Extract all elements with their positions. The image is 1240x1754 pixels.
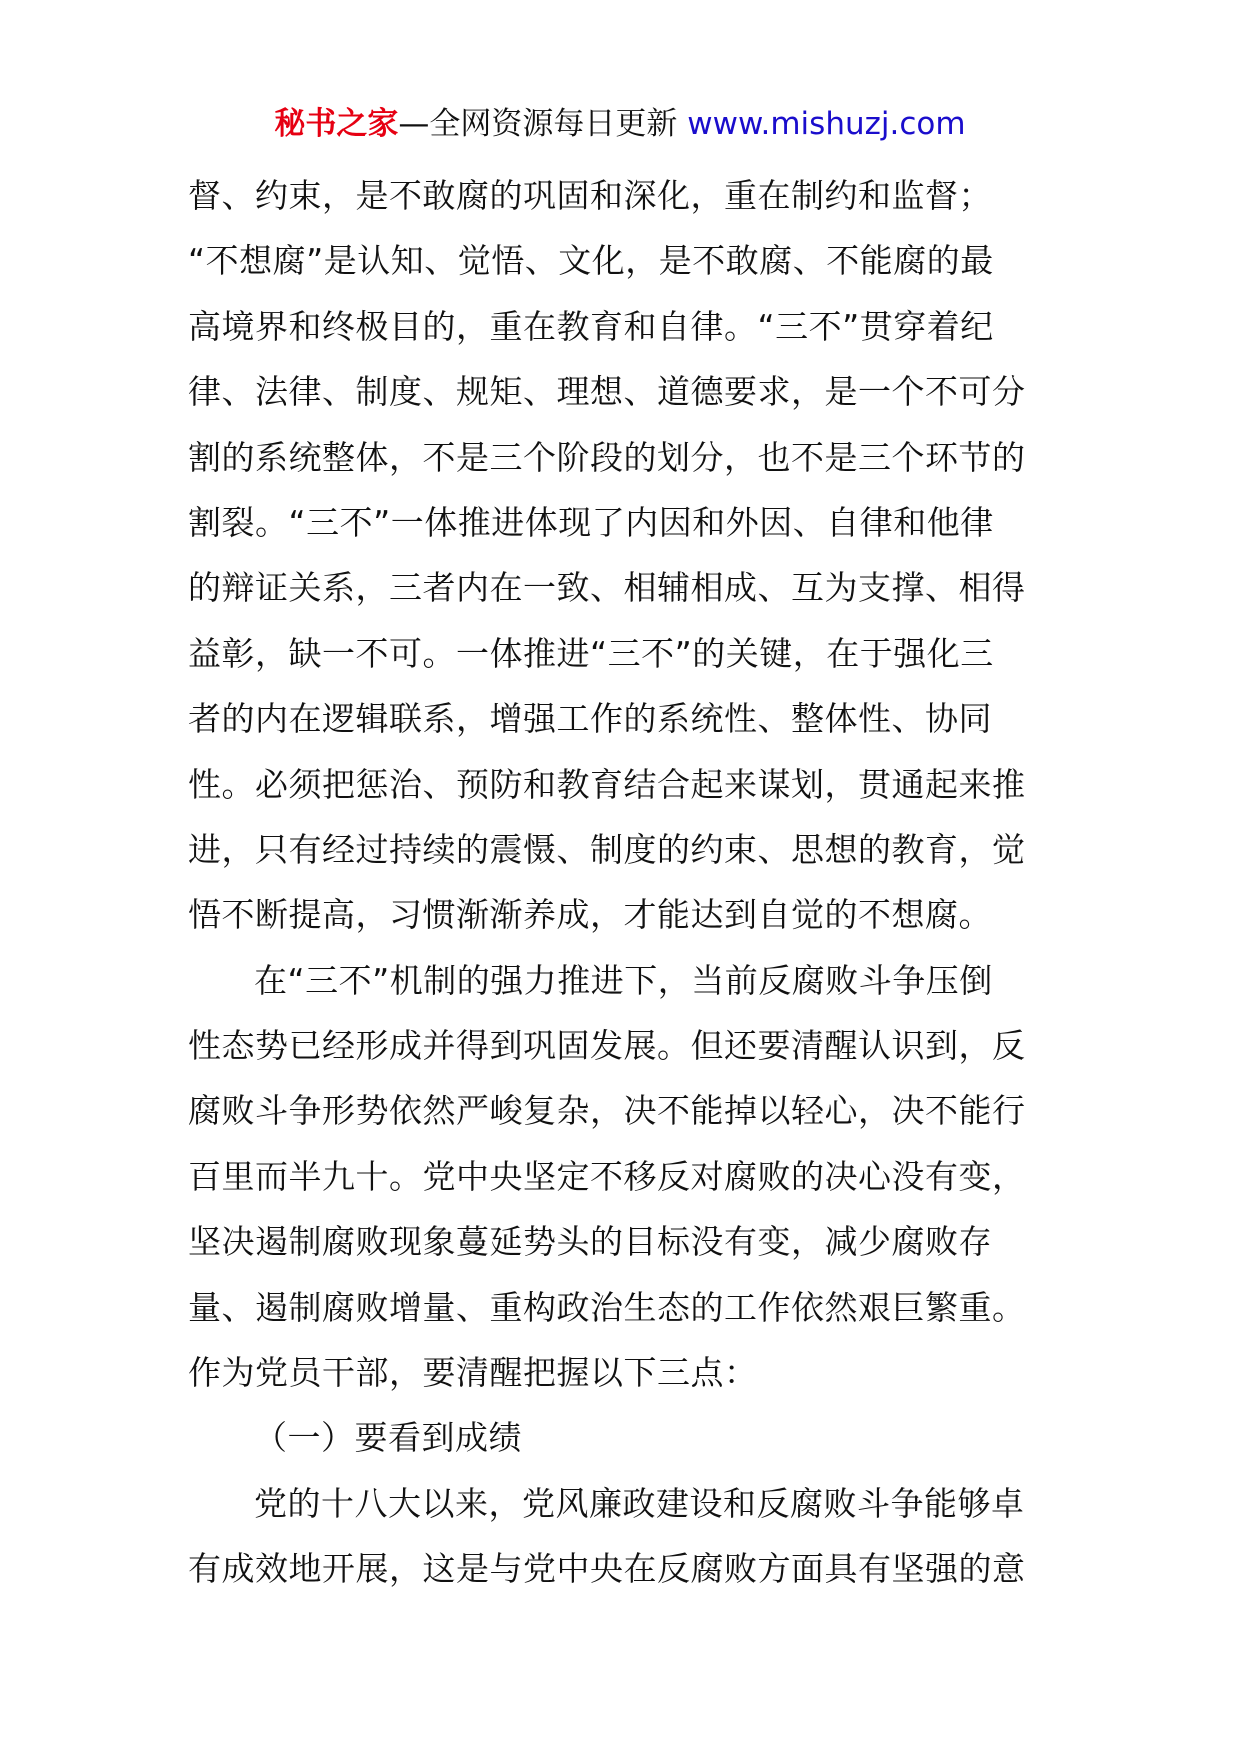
- body-line: 性。必须把惩治、预防和教育结合起来谋划，贯通起来推: [188, 764, 1026, 804]
- body-line: 作为党员干部，要清醒把握以下三点：: [188, 1353, 758, 1393]
- header-url-link[interactable]: www.mishuzj.com: [687, 106, 966, 142]
- body-line: 有成效地开展，这是与党中央在反腐败方面具有坚强的意: [188, 1549, 1026, 1589]
- body-line: 量、遏制腐败增量、重构政治生态的工作依然艰巨繁重。: [188, 1287, 1026, 1327]
- page-header: [0, 104, 1240, 144]
- body-line: 的辩证关系，三者内在一致、相辅相成、互为支撑、相得: [188, 568, 1026, 608]
- section-heading: （一）要看到成绩: [254, 1418, 522, 1458]
- body-line: 益彰，缺一不可。一体推进“三不”的关键，在于强化三: [188, 633, 994, 673]
- body-line: 百里而半九十。党中央坚定不移反对腐败的决心没有变，: [188, 1156, 1026, 1196]
- body-line: 腐败斗争形势依然严峻复杂，决不能掉以轻心，决不能行: [188, 1091, 1026, 1131]
- body-line: 悟不断提高，习惯渐渐养成，才能达到自觉的不想腐。: [188, 895, 992, 935]
- paragraph-start-line: 在“三不”机制的强力推进下，当前反腐败斗争压倒: [254, 960, 993, 1000]
- body-line: “不想腐”是认知、觉悟、文化，是不敢腐、不能腐的最: [188, 241, 994, 281]
- paragraph-start-line: 党的十八大以来，党风廉政建设和反腐败斗争能够卓: [254, 1483, 1025, 1523]
- body-line: 性态势已经形成并得到巩固发展。但还要清醒认识到，反: [188, 1026, 1026, 1066]
- document-body: [188, 163, 1066, 1602]
- body-line: 进，只有经过持续的震慑、制度的约束、思想的教育，觉: [188, 829, 1026, 869]
- body-line: 律、法律、制度、规矩、理想、道德要求，是一个不可分: [188, 372, 1026, 412]
- header-brand: 秘书之家: [274, 106, 399, 142]
- body-line: 割的系统整体，不是三个阶段的划分，也不是三个环节的: [188, 437, 1026, 477]
- body-line: 督、约束，是不敢腐的巩固和深化，重在制约和监督；: [188, 176, 992, 215]
- body-line: 坚决遏制腐败现象蔓延势头的目标没有变，减少腐败存: [188, 1222, 992, 1262]
- body-line: 者的内在逻辑联系，增强工作的系统性、整体性、协同: [188, 699, 992, 739]
- body-line: 割裂。“三不”一体推进体现了内因和外因、自律和他律: [188, 502, 994, 542]
- body-line: 高境界和终极目的，重在教育和自律。“三不”贯穿着纪: [188, 306, 994, 346]
- header-tagline: —全网资源每日更新: [398, 106, 678, 142]
